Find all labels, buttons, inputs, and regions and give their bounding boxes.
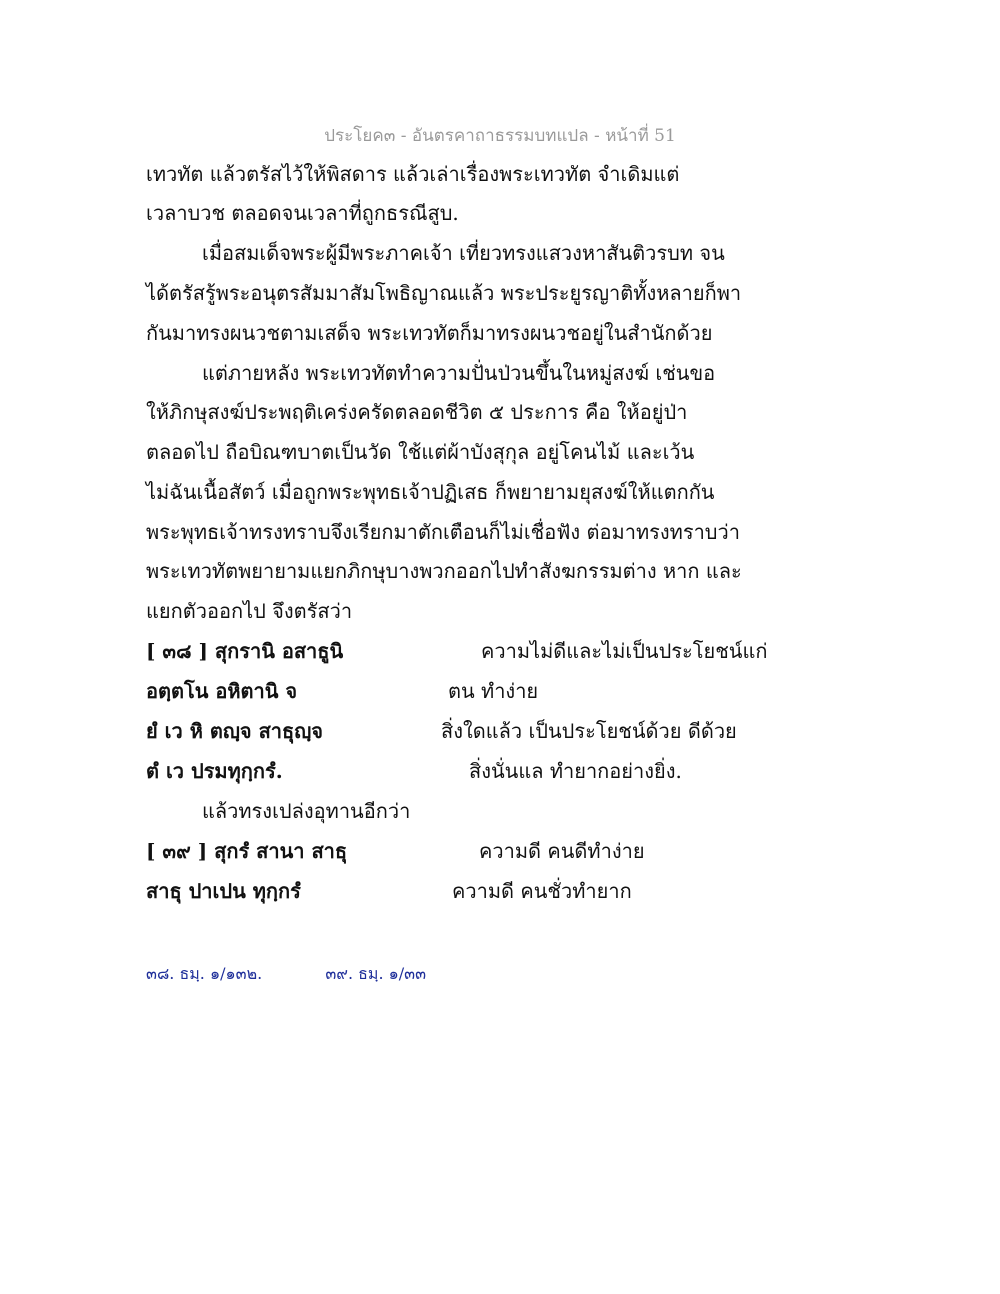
footnote-38: ๓๘. ธมฺ. ๑/๑๓๒.	[146, 964, 263, 983]
paragraph-line: แต่ภายหลัง พระเทวทัตทำความปั่นป่วนขึ้นในหมู่สงฆ์ เช่นขอ	[202, 361, 716, 385]
verse-pali: ยํ เว หิ ตญฺจ สาธุญฺจ	[146, 719, 323, 743]
verse-pali: อตฺตโน อหิตานิ จ	[146, 679, 298, 703]
verse-translation: ตน ทำง่าย	[448, 679, 539, 703]
verse-translation: ความดี คนดีทำง่าย	[479, 839, 645, 863]
paragraph-line: ให้ภิกษุสงฆ์ประพฤติเคร่งครัดตลอดชีวิต ๕ ประการ คือ ให้อยู่ป่า	[146, 400, 688, 424]
footnote-39: ๓๙. ธมฺ. ๑/๓๓	[325, 964, 427, 983]
paragraph-line: ไม่ฉันเนื้อสัตว์ เมื่อถูกพระพุทธเจ้าปฏิเสธ ก็พยายามยุสงฆ์ให้แตกกัน	[146, 480, 715, 504]
footnotes	[146, 962, 426, 987]
verse-translation: ความดี คนชั่วทำยาก	[452, 879, 632, 903]
page-header: ประโยค๓ - อันตรคาถาธรรมบทแปล - หน้าที่ 51	[324, 126, 676, 146]
verse-translation: สิ่งนั่นแล ทำยากอย่างยิ่ง.	[469, 759, 682, 783]
verse-translation: ความไม่ดีและไม่เป็นประโยชน์แก่	[481, 639, 768, 663]
verse-pali: สาธุ ปาเปน ทุกฺกรํ	[146, 879, 301, 903]
paragraph-line: ได้ตรัสรู้พระอนุตรสัมมาสัมโพธิญาณแล้ว พระประยูรญาติทั้งหลายก็พา	[146, 281, 742, 305]
paragraph-line: ตลอดไป ถือบิณฑบาตเป็นวัด ใช้แต่ผ้าบังสุกุล อยู่โคนไม้ และเว้น	[146, 440, 695, 464]
verse-translation: สิ่งใดแล้ว เป็นประโยชน์ด้วย ดีด้วย	[441, 719, 737, 743]
paragraph-line: เมื่อสมเด็จพระผู้มีพระภาคเจ้า เที่ยวทรงแสวงหาสันติวรบท จน	[202, 241, 725, 265]
paragraph-line: กันมาทรงผนวชตามเสด็จ พระเทวทัตก็มาทรงผนวชอยู่ในสำนักด้วย	[146, 321, 713, 345]
paragraph-line: เวลาบวช ตลอดจนเวลาที่ถูกธรณีสูบ.	[146, 201, 459, 225]
paragraph-line: พระพุทธเจ้าทรงทราบจึงเรียกมาตักเตือนก็ไม่เชื่อฟัง ต่อมาทรงทราบว่า	[146, 520, 740, 544]
paragraph-line: แยกตัวออกไป จึงตรัสว่า	[146, 599, 353, 623]
verse-pali: ตํ เว ปรมทุกฺกรํ.	[146, 759, 283, 783]
paragraph-line: เทวทัต แล้วตรัสไว้ให้พิสดาร แล้วเล่าเรื่องพระเทวทัต จำเดิมแต่	[146, 162, 680, 186]
paragraph-line: พระเทวทัตพยายามแยกภิกษุบางพวกออกไปทำสังฆกรรมต่าง หาก และ	[146, 559, 742, 583]
verse-pali: [ ๓๙ ] สุกรํ สานา สาธุ	[146, 839, 348, 863]
verse-pali: [ ๓๘ ] สุกรานิ อสาธูนิ	[146, 639, 344, 663]
udana-intro: แล้วทรงเปล่งอุทานอีกว่า	[202, 799, 411, 823]
